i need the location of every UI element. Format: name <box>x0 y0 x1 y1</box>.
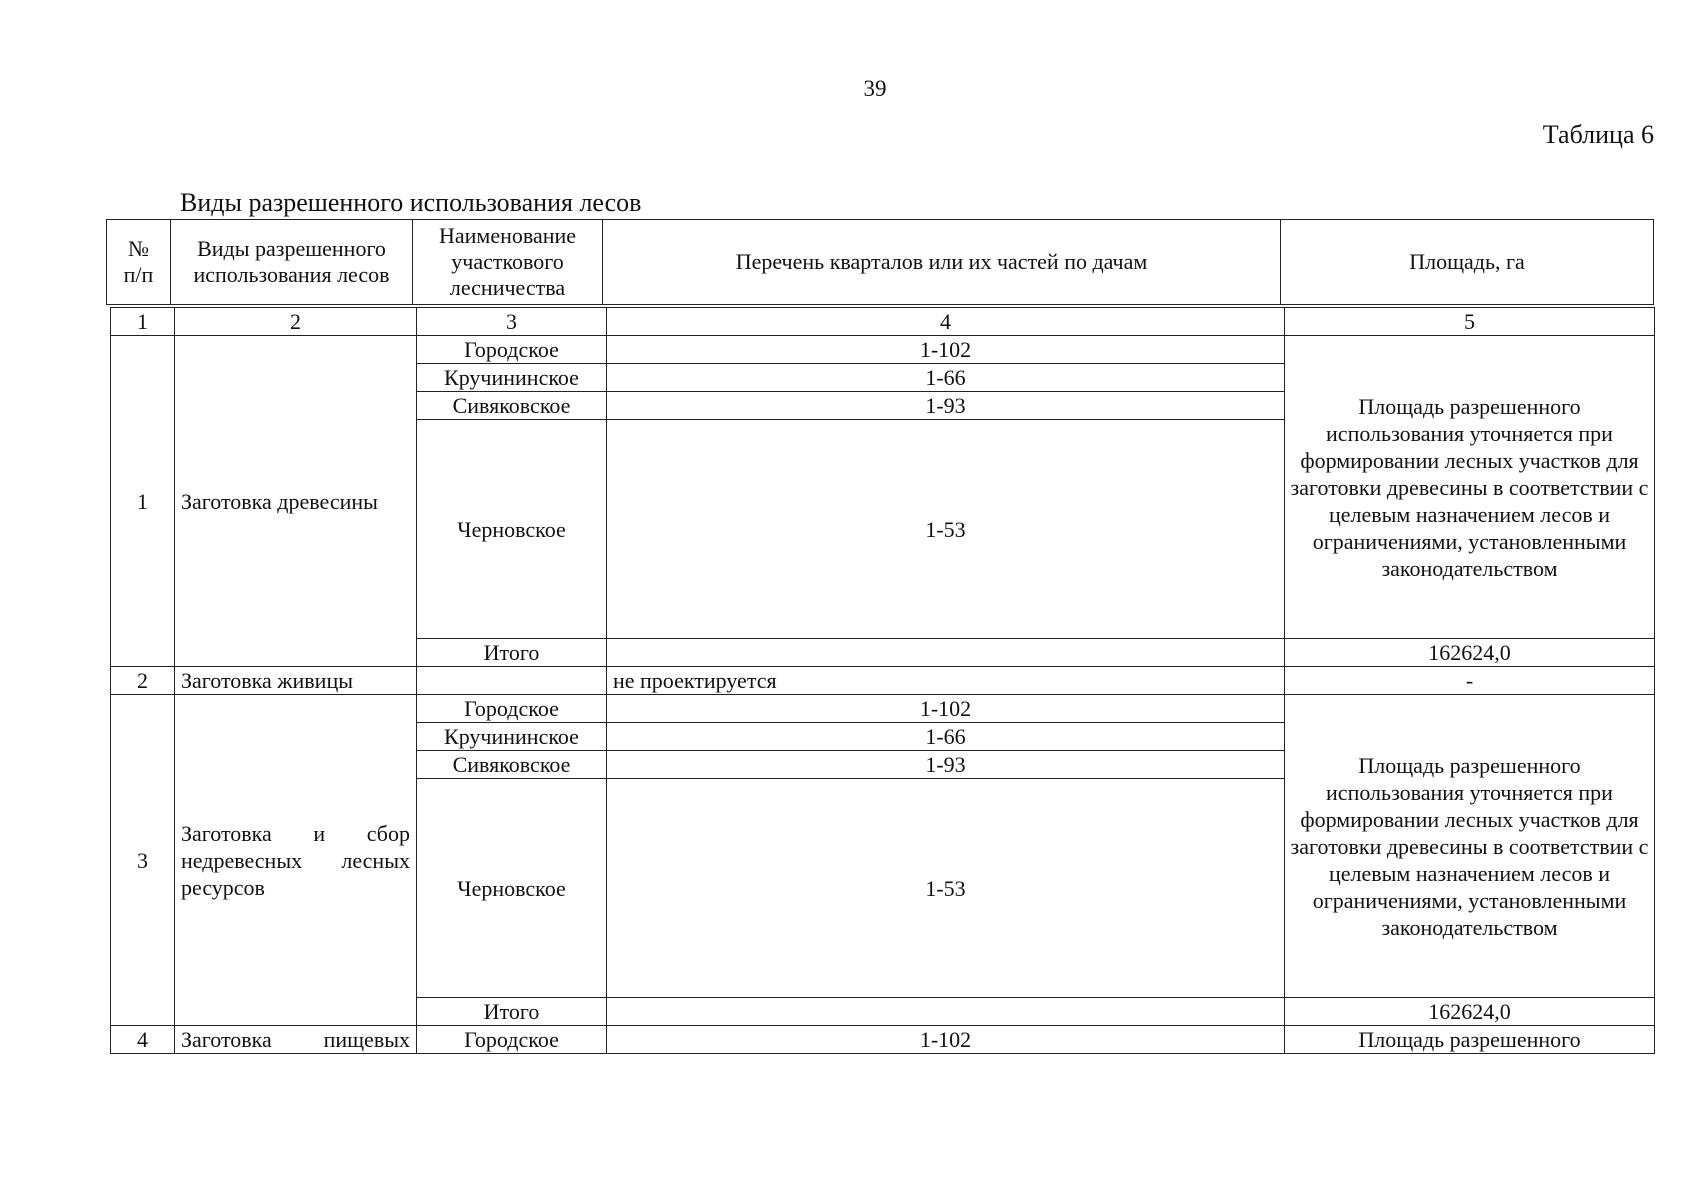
table-row <box>111 695 1655 723</box>
column-number: 4 <box>607 308 1285 336</box>
header-num: № п/п <box>107 220 171 305</box>
quarters: 1-102 <box>607 695 1285 723</box>
use-type: Заготовка и сбор недревесных лесных ресурсов <box>175 695 417 1026</box>
column-number: 2 <box>175 308 417 336</box>
total-area: 162624,0 <box>1285 639 1655 667</box>
table-row <box>111 336 1655 364</box>
forestry-name: Городское <box>417 336 607 364</box>
total-quarters-empty <box>607 639 1285 667</box>
column-number: 1 <box>111 308 175 336</box>
forestry-name: Черновское <box>417 420 607 639</box>
forestry-name: Черновское <box>417 779 607 998</box>
forestry-name: Сивяковское <box>417 751 607 779</box>
table-row <box>111 1026 1655 1054</box>
page-number: 39 <box>863 76 887 101</box>
total-quarters-empty <box>607 998 1285 1026</box>
use-type: Заготовка древесины <box>175 336 417 667</box>
forestry-name-empty <box>417 667 607 695</box>
row-number: 1 <box>111 336 175 667</box>
area-note: Площадь разрешенного использования уточняется при формировании лесных участков для заготовки древесины в соответствии с целевым назначением лесов и ограничениями, установленными законодательством <box>1285 695 1655 998</box>
row-number: 2 <box>111 667 175 695</box>
column-number: 3 <box>417 308 607 336</box>
forestry-name: Городское <box>417 1026 607 1054</box>
table-label: Таблица 6 <box>1542 120 1654 149</box>
forestry-name: Городское <box>417 695 607 723</box>
quarters: 1-93 <box>607 751 1285 779</box>
table-body <box>110 307 1655 1054</box>
column-number: 5 <box>1285 308 1655 336</box>
table-header <box>106 219 1654 305</box>
use-type: Заготовка пищевых <box>175 1026 417 1054</box>
forestry-name: Сивяковское <box>417 392 607 420</box>
total-area: 162624,0 <box>1285 998 1655 1026</box>
quarters: 1-66 <box>607 723 1285 751</box>
quarters: 1-53 <box>607 420 1285 639</box>
quarters: 1-53 <box>607 779 1285 998</box>
header-forestry: Наименование участкового лесничества <box>413 220 603 305</box>
area-note: Площадь разрешенного использования уточняется при формировании лесных участков для заготовки древесины в соответствии с целевым назначением лесов и ограничениями, установленными законодательством <box>1285 336 1655 639</box>
header-row <box>107 220 1654 305</box>
total-label: Итого <box>417 998 607 1026</box>
quarters: 1-66 <box>607 364 1285 392</box>
quarters: 1-93 <box>607 392 1285 420</box>
row-number: 3 <box>111 695 175 1026</box>
header-area: Площадь, га <box>1281 220 1654 305</box>
quarters: не проектируется <box>607 667 1285 695</box>
table-row <box>111 667 1655 695</box>
quarters: 1-102 <box>607 336 1285 364</box>
area: - <box>1285 667 1655 695</box>
total-label: Итого <box>417 639 607 667</box>
area-note-partial: Площадь разрешенного <box>1285 1026 1655 1054</box>
table-title: Виды разрешенного использования лесов <box>180 188 642 217</box>
row-number: 4 <box>111 1026 175 1054</box>
quarters: 1-102 <box>607 1026 1285 1054</box>
use-type: Заготовка живицы <box>175 667 417 695</box>
column-numbers-row <box>111 308 1655 336</box>
header-type: Виды разрешенного использования лесов <box>171 220 413 305</box>
forestry-name: Кручининское <box>417 723 607 751</box>
header-quarters: Перечень кварталов или их частей по дачам <box>603 220 1281 305</box>
forestry-name: Кручининское <box>417 364 607 392</box>
